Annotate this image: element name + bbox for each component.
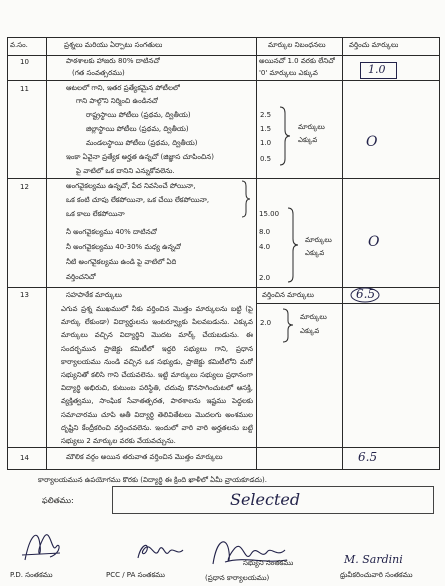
criteria-line: వర్తించనిచో — [66, 273, 96, 281]
criteria-line: మౌలిక వర్గం అయిన తరువాత వర్తించిన మొత్తం మార్కులు — [66, 453, 223, 461]
serial-number: 12 — [20, 183, 29, 191]
office-use-note: కార్యాలయమున ఉపయోగము కొరకు (విద్యార్థి ఈ క్రింది ఖాళీలో ఏమీ వ్రాయకూడదు). — [38, 476, 267, 484]
marks-value: 2.5 — [260, 111, 272, 119]
curly-brace — [280, 107, 290, 165]
serial-number: 11 — [20, 85, 29, 93]
criteria-line: నీ అంగవైకల్యము 40-30% మధ్య ఉన్నచో — [66, 243, 182, 251]
rule-header: వర్తించిన మార్కులు — [262, 291, 314, 299]
criteria-line: పై వాటిలో ఒక దానిని ఎన్నుకోవలెను. — [76, 167, 175, 175]
criteria-line: రాష్ట్రస్థాయి పోటీలు (ప్రథమ, ద్వితీయ) — [86, 111, 191, 119]
marks-value: 2.0 — [259, 274, 271, 282]
signature-scribble — [135, 540, 185, 565]
curly-brace — [288, 208, 298, 282]
signature-sublabel: (ప్రధాన కార్యాలయము) — [205, 574, 270, 582]
table-row-divider — [7, 178, 440, 179]
serial-number: 13 — [20, 291, 29, 299]
signatory-name: M. Sardini — [344, 553, 403, 566]
criteria-line: పాఠశాలకు హాజరు 80% దాటినచో — [66, 57, 161, 65]
serial-number: 14 — [20, 454, 29, 462]
rule-text: మార్కులు — [305, 236, 332, 244]
criteria-line: ఇంకా ఏవైనా ప్రత్యేక అర్హత ఉన్నచో (జిజ్ఞాస చూపించిన) — [66, 153, 214, 161]
awarded-marks: O — [366, 134, 378, 150]
criteria-line: గాని పాల్గొని నిర్మించి ఉండినచో — [76, 97, 159, 105]
header-rules: మార్కుల నిబంధనలు — [268, 41, 326, 49]
rule-text: ఎక్కువ — [305, 249, 325, 257]
criteria-line: ఒక కాలు లేకపోయినా — [66, 210, 125, 218]
criteria-line: నీటి అంగవైకల్యము ఉండి పై వాటిలో ఏది — [66, 258, 177, 266]
signature-label: ధ్రువీకరించువారి సంతకము — [340, 571, 413, 579]
header-awarded: వర్తించు మార్కులు — [349, 41, 399, 49]
criteria-paragraph: ఎగువ ప్రశ్న ముఖములో నీకు వర్తించిన మొత్తం మార్కులను బట్టి (పై మార్కు లేకుండా) విద్యార్థులను ఇంటర్వ్యూకు పిలవబడును. ఎక్కువ మార్కులు వచ్చిన విద్యార్థిని మొదట మార్క్ చేయబడును. ఈ సందర్భమున ప్రాజెక్టు కమిటీలో ఇద్దరి సభ్యులు గాని, ప్రధాన కార్యాలయము నుండి వచ్చిన ఒక సభ్యుడు, ప్రాజెక్టు కమిటీలోని మరో సభ్యునితో కలిసి గాని చేయవలెను. ఇట్టి మార్కులు సభ్యులు ప్రధానంగా విద్యార్థి అభిరుచి, కుటుంబ పరిస్థితి, చదువు కొనసాగించుటలో ఆసక్తి, వ్యక్తిత్వము, సాంఘిక సేవాతత్పరత, పాఠశాలను ఇష్టము పెద్దలకు సమాచారము చూపి ఆతీ విద్యార్థి తెలివితేటలు మొదలగు అంశముల దృష్టిని కేంద్రీకరించి వర్తించవలెను. ఇందులో వారి వారి అర్హతలను బట్టి సభ్యులు 2 మార్కుల వరకు వేయవచ్చును. — [61, 305, 253, 446]
result-value: Selected — [230, 490, 301, 509]
criteria-line: (గత సంవత్సరము) — [72, 69, 125, 77]
marks-value: 2.0 — [260, 319, 272, 327]
rule-text: మార్కులు — [298, 123, 325, 131]
marks-value: 15.00 — [259, 210, 280, 218]
awarded-marks: 6.5 — [356, 287, 376, 301]
header-particulars: ప్రశ్నలు మరియు ఏర్పాటు సంగతులు — [64, 41, 163, 49]
table-row-divider — [7, 55, 440, 56]
table-column-divider — [342, 37, 343, 470]
table-row-divider — [7, 80, 440, 81]
table-subrow-divider — [256, 303, 440, 304]
signature-label: PCC / PA సంతకము — [106, 571, 165, 579]
criteria-line: ఆటలలో గాని, ఇతర ప్రత్యేకమైన పోటీలలో — [66, 84, 181, 92]
table-row-divider — [7, 447, 440, 448]
rule-text: మార్కులు — [300, 313, 327, 321]
curly-brace — [283, 309, 293, 342]
rule-text: '0' మార్కులు ఎక్కువ — [259, 69, 318, 77]
criteria-line: జిల్లాస్థాయి పోటీలు (ప్రథమ, ద్వితీయ) — [86, 125, 189, 133]
criteria-title: సహపాఠేక మార్కులు — [66, 291, 122, 299]
awarded-marks: O — [368, 234, 380, 250]
rule-text: ఎక్కువ — [300, 327, 320, 335]
header-serial: వ.సం. — [10, 41, 28, 49]
signature-label: P.D. సంతకము — [10, 571, 53, 579]
marks-value: 0.5 — [260, 155, 272, 163]
rule-text: ఎక్కువ — [298, 136, 318, 144]
table-column-divider — [46, 37, 47, 470]
marks-value: 4.0 — [259, 243, 271, 251]
curly-brace — [242, 181, 250, 217]
criteria-line: నీ అంగవైకల్యము 40% దాటినచో — [66, 228, 158, 236]
serial-number: 10 — [20, 58, 29, 66]
result-label: ఫలితము: — [42, 496, 74, 505]
table-column-divider — [256, 37, 257, 470]
marks-value: 1.5 — [260, 125, 272, 133]
marks-value: 1.0 — [260, 139, 272, 147]
rule-text: అయినచో 1.0 వరకు లేనిచో — [259, 57, 335, 65]
awarded-marks: 1.0 — [368, 63, 386, 76]
signature-scribble — [20, 525, 65, 565]
awarded-marks: 6.5 — [358, 450, 378, 464]
criteria-line: మండలస్థాయి పోటీలు (ప్రథమ, ద్వితీయ) — [86, 139, 198, 147]
criteria-line: ఒక కంటి చూపు లేకపోయినా, ఒక చేయి లేకపోయినా, — [66, 196, 210, 204]
marks-value: 8.0 — [259, 228, 271, 236]
criteria-line: అంగవైకల్యము ఉన్నచో, పేద నివసించే పోయినా, — [66, 182, 196, 190]
signature-label: సభ్యుని సంతకము — [243, 559, 294, 567]
